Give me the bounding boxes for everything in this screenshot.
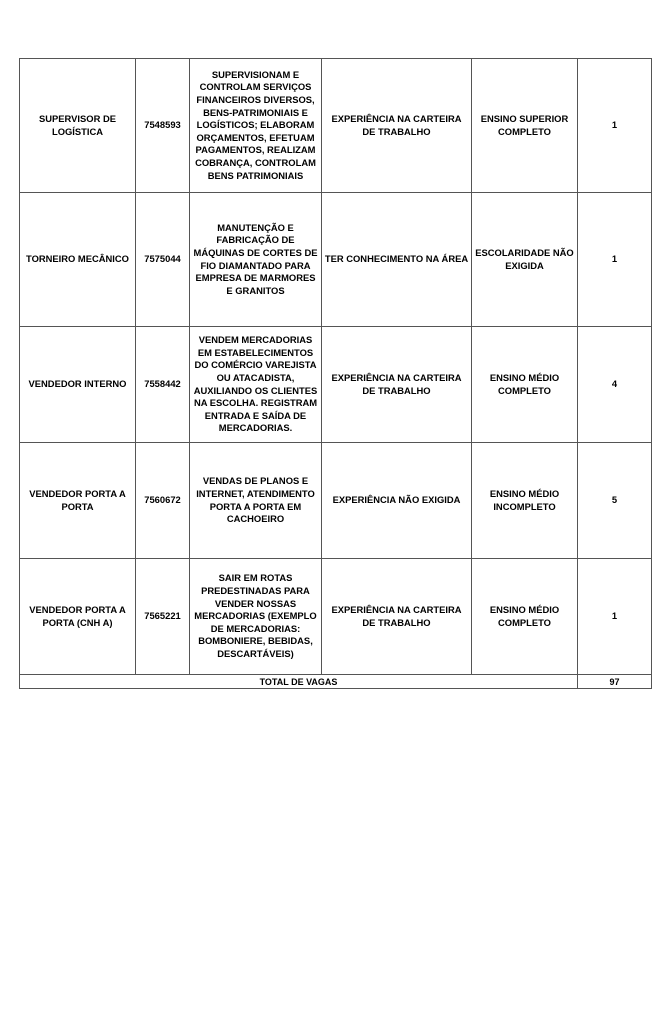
table-row: [20, 193, 652, 327]
cell-openings: 4: [578, 327, 652, 443]
cell-education: ENSINO MÉDIO INCOMPLETO: [472, 443, 578, 559]
cell-job-title: TORNEIRO MECÂNICO: [20, 193, 136, 327]
table-row: [20, 443, 652, 559]
cell-education: ENSINO SUPERIOR COMPLETO: [472, 59, 578, 193]
cell-job-code: 7558442: [136, 327, 190, 443]
cell-job-description: MANUTENÇÃO E FABRICAÇÃO DE MÁQUINAS DE CORTES DE FIO DIAMANTADO PARA EMPRESA DE MARMORES E GRANITOS: [190, 193, 322, 327]
cell-education: ESCOLARIDADE NÃO EXIGIDA: [472, 193, 578, 327]
cell-experience: TER CONHECIMENTO NA ÁREA: [322, 193, 472, 327]
cell-job-description: SUPERVISIONAM E CONTROLAM SERVIÇOS FINANCEIROS DIVERSOS, BENS-PATRIMONIAIS E LOGÍSTICOS; ELABORAM ORÇAMENTOS, EFETUAM PAGAMENTOS, REALIZAM COBRANÇA, CONTROLAM BENS PATRIMONIAIS: [190, 59, 322, 193]
cell-openings: 1: [578, 559, 652, 675]
job-openings-sheet: [19, 58, 651, 689]
cell-job-code: 7575044: [136, 193, 190, 327]
cell-job-title: SUPERVISOR DE LOGÍSTICA: [20, 59, 136, 193]
cell-education: ENSINO MÉDIO COMPLETO: [472, 559, 578, 675]
cell-job-title: VENDEDOR PORTA A PORTA: [20, 443, 136, 559]
cell-experience: EXPERIÊNCIA NA CARTEIRA DE TRABALHO: [322, 59, 472, 193]
cell-job-description: VENDAS DE PLANOS E INTERNET, ATENDIMENTO PORTA A PORTA EM CACHOEIRO: [190, 443, 322, 559]
cell-job-title: VENDEDOR INTERNO: [20, 327, 136, 443]
cell-job-description: VENDEM MERCADORIAS EM ESTABELECIMENTOS DO COMÉRCIO VAREJISTA OU ATACADISTA, AUXILIANDO OS CLIENTES NA ESCOLHA. REGISTRAM ENTRADA E SAÍDA DE MERCADORIAS.: [190, 327, 322, 443]
cell-openings: 1: [578, 59, 652, 193]
table-row: [20, 559, 652, 675]
job-openings-table: [19, 58, 652, 689]
table-row: [20, 327, 652, 443]
cell-job-title: VENDEDOR PORTA A PORTA (CNH A): [20, 559, 136, 675]
total-label: TOTAL DE VAGAS: [20, 675, 578, 689]
cell-experience: EXPERIÊNCIA NA CARTEIRA DE TRABALHO: [322, 327, 472, 443]
cell-experience: EXPERIÊNCIA NÃO EXIGIDA: [322, 443, 472, 559]
total-row: [20, 675, 652, 689]
cell-education: ENSINO MÉDIO COMPLETO: [472, 327, 578, 443]
cell-job-code: 7565221: [136, 559, 190, 675]
table-row: [20, 59, 652, 193]
total-value: 97: [578, 675, 652, 689]
cell-experience: EXPERIÊNCIA NA CARTEIRA DE TRABALHO: [322, 559, 472, 675]
cell-job-code: 7548593: [136, 59, 190, 193]
cell-job-code: 7560672: [136, 443, 190, 559]
cell-openings: 5: [578, 443, 652, 559]
cell-job-description: SAIR EM ROTAS PREDESTINADAS PARA VENDER NOSSAS MERCADORIAS (EXEMPLO DE MERCADORIAS: BOMBONIERE, BEBIDAS, DESCARTÁVEIS): [190, 559, 322, 675]
cell-openings: 1: [578, 193, 652, 327]
